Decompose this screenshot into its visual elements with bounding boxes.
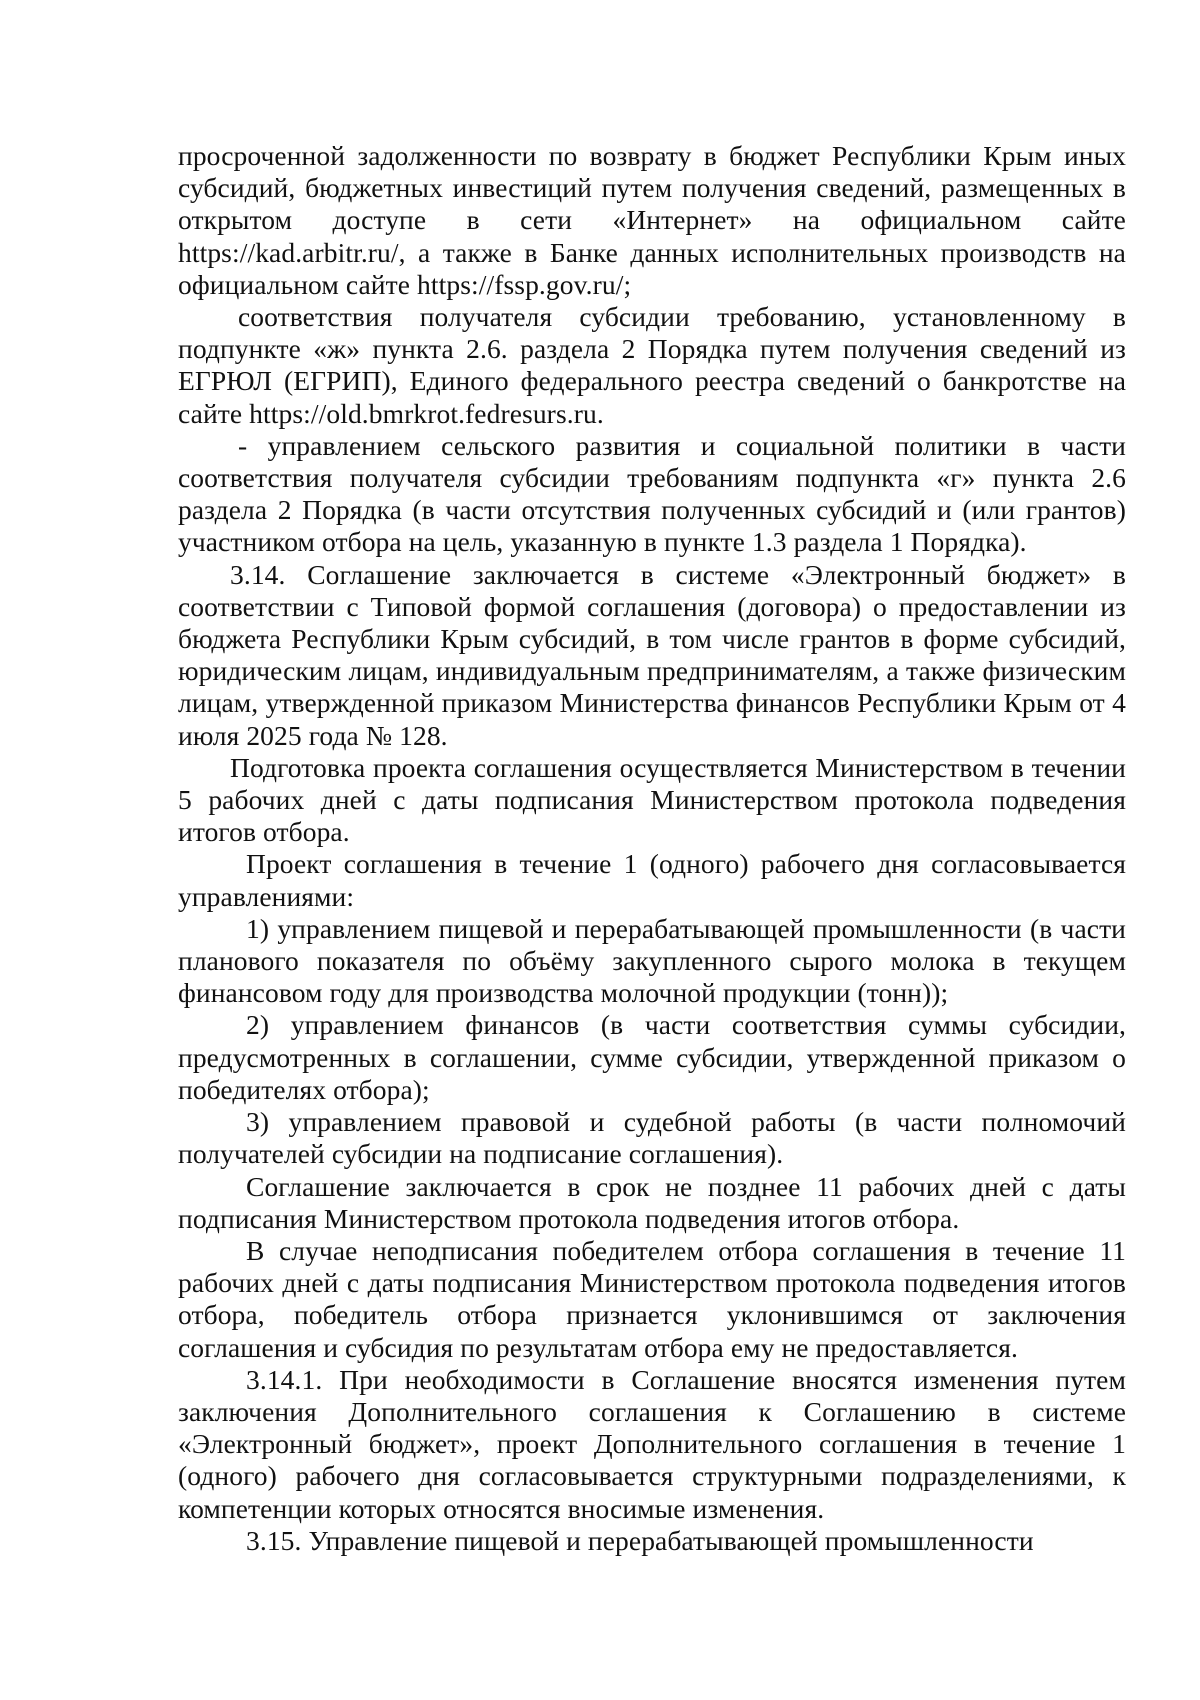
paragraph-section-3-14-1: 3.14.1. При необходимости в Соглашение вносятся изменения путем заключения Дополнительного соглашения к Соглашению в системе «Электронный бюджет», проект Дополнительного соглашения в течение 1 (одного) рабочего дня согласовывается структурными подразделениями, к компетенции которых относятся вносимые изменения. <box>178 1363 1126 1524</box>
paragraph-recipient-requirement: соответствия получателя субсидии требованию, установленному в подпункте «ж» пункта 2.6. раздела 2 Порядка путем получения сведений из ЕГРЮЛ (ЕГРИП), Единого федерального реестра сведений о банкротстве на сайте https://old.bmrkrot.fedresurs.ru. <box>178 301 1126 429</box>
paragraph-section-3-15: 3.15. Управление пищевой и перерабатывающей промышленности <box>246 1524 1034 1556</box>
document-page <box>178 140 1126 1557</box>
list-item-legal: 3) управлением правовой и судебной работы (в части полномочий получателей субсидии на подписание соглашения). <box>178 1106 1126 1170</box>
paragraph-non-signing: В случае неподписания победителем отбора соглашения в течение 11 рабочих дней с даты подписания Министерством протокола подведения итогов отбора, победитель отбора признается уклонившимся от заключения соглашения и субсидия по результатам отбора ему не предоставляется. <box>178 1234 1126 1363</box>
list-item-finance: 2) управлением финансов (в части соответствия суммы субсидии, предусмотренных в соглашении, сумме субсидии, утвержденной приказом о победителях отбора); <box>178 1009 1126 1105</box>
paragraph-section-3-14: 3.14. Соглашение заключается в системе «Электронный бюджет» в соответствии с Типовой формой соглашения (договора) о предоставлении из бюджета Республики Крым субсидий, в том числе грантов в форме субсидий, юридическим лицам, индивидуальным предпринимателям, а также физическим лицам, утвержденной приказом Министерства финансов Республики Крым от 4 июля 2025 года № 128. <box>178 558 1126 751</box>
list-item-food-industry: 1) управлением пищевой и перерабатывающей промышленности (в части планового показателя по объёму закупленного сырого молока в текущем финансовом году для производства молочной продукции (тонн)); <box>178 912 1126 1009</box>
paragraph-rural-development-check: - управлением сельского развития и социальной политики в части соответствия получателя субсидии требованиям подпункта «г» пункта 2.6 раздела 2 Порядка (в части отсутствия полученных субсидий и (или грантов) участником отбора на цель, указанную в пункте 1.3 раздела 1 Порядка). <box>178 429 1126 558</box>
paragraph-draft-approval: Проект соглашения в течение 1 (одного) рабочего дня согласовывается управлениями: <box>178 848 1126 912</box>
paragraph-overdue-debt-check: просроченной задолженности по возврату в бюджет Республики Крым иных субсидий, бюджетных инвестиций путем получения сведений, размещенных в открытом доступе в сети «Интернет» на официальном сайте https://kad.arbitr.ru/, а также в Банке данных исполнительных производств на официальном сайте https://fssp.gov.ru/; <box>178 140 1126 300</box>
paragraph-draft-preparation: Подготовка проекта соглашения осуществляется Министерством в течении 5 рабочих дней с даты подписания Министерством протокола подведения итогов отбора. <box>178 751 1126 848</box>
paragraph-conclusion-deadline: Соглашение заключается в срок не позднее 11 рабочих дней с даты подписания Министерством протокола подведения итогов отбора. <box>178 1170 1126 1234</box>
